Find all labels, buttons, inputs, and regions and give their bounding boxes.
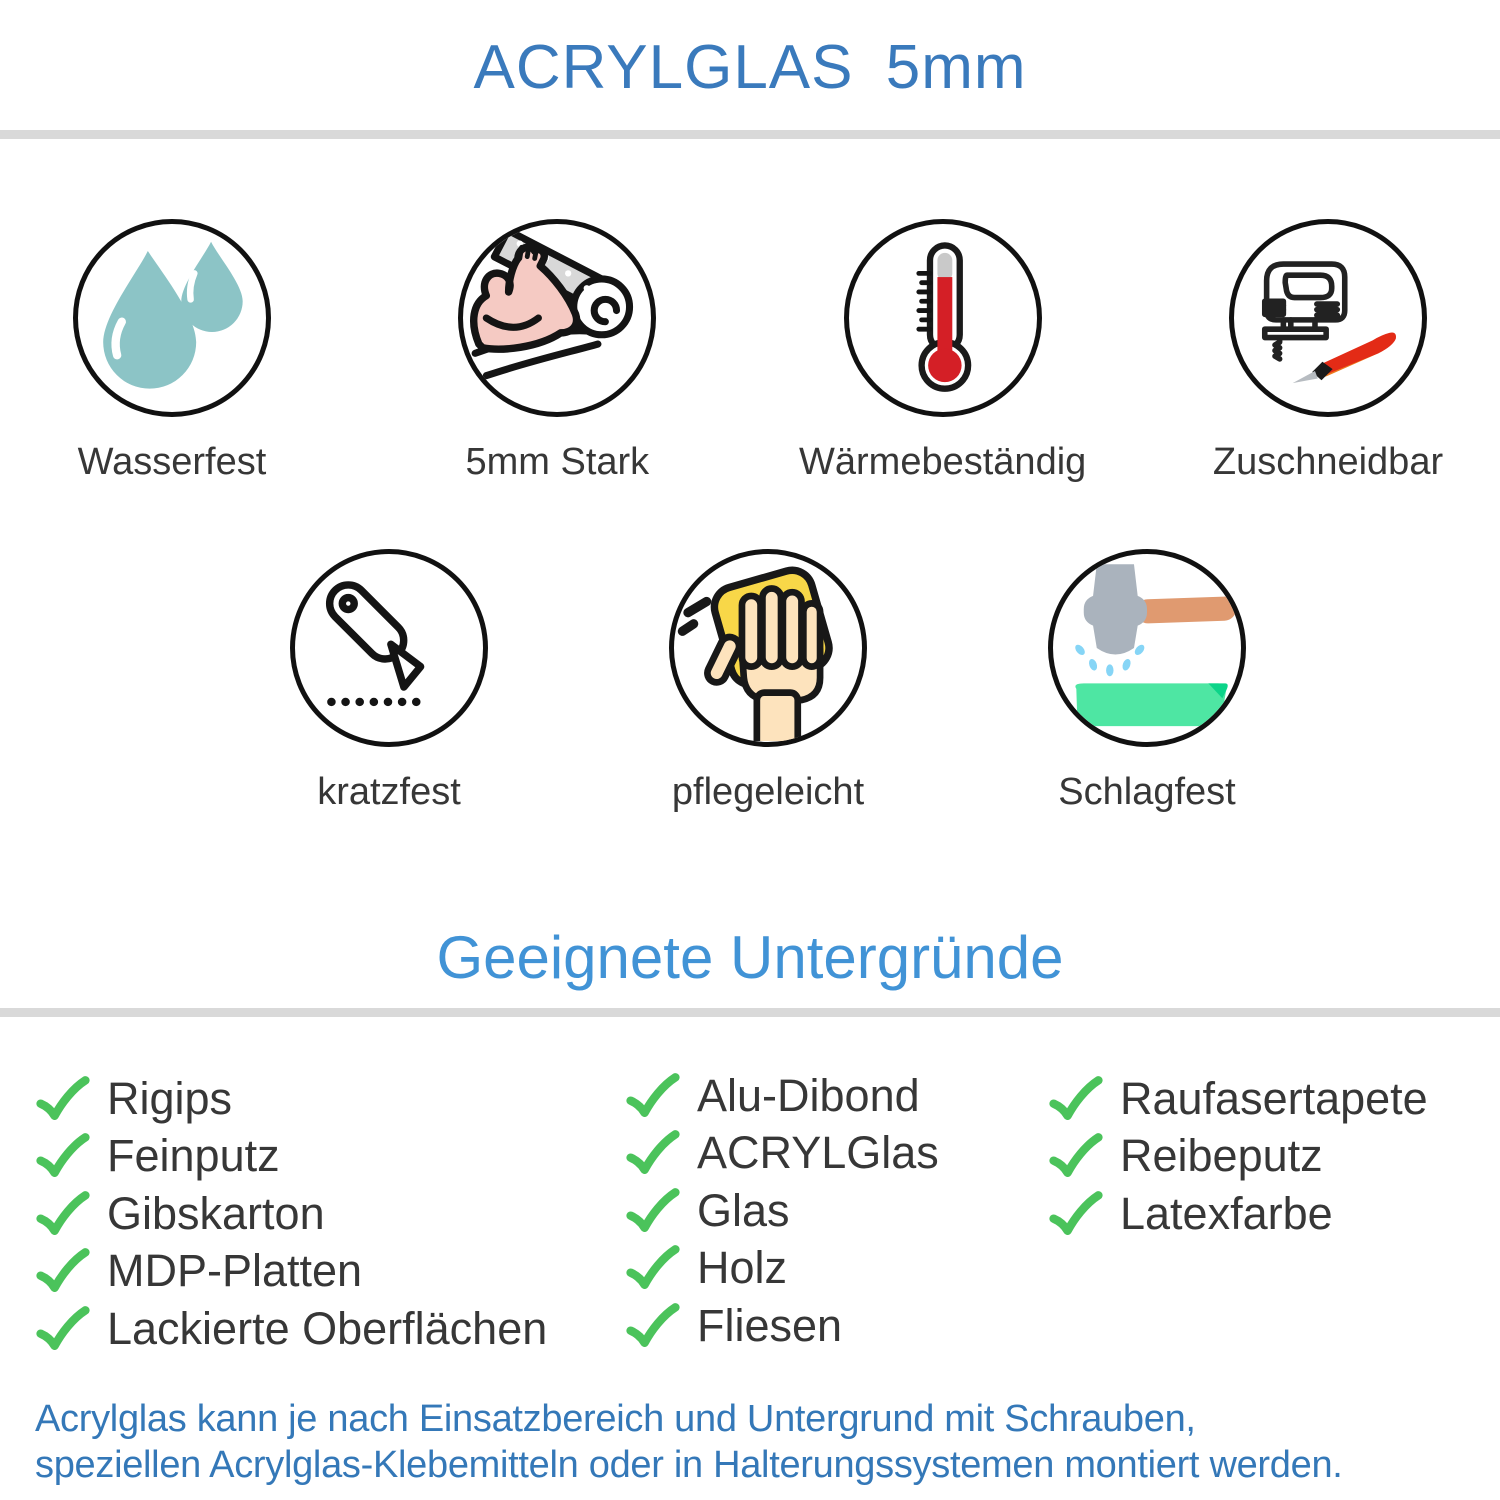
feature-circle [1048, 549, 1246, 747]
list-item: Lackierte Oberflächen [35, 1300, 547, 1358]
feature-pflegeleicht [668, 549, 868, 814]
features-row-1 [0, 219, 1500, 484]
footer-line-2: speziellen Acrylglas-Klebemitteln oder in Halterungssystemen montiert werden. [35, 1444, 1343, 1486]
section-title: Geeignete Untergründe [436, 924, 1064, 991]
divider-top [0, 130, 1500, 139]
jigsaw-icon [1235, 225, 1421, 411]
feature-wasserfest [72, 219, 272, 484]
list-item: Alu-Dibond [625, 1067, 939, 1125]
check-icon [625, 1186, 681, 1236]
check-icon [1048, 1131, 1104, 1181]
feature-kratzfest [289, 549, 489, 814]
feature-circle [73, 219, 271, 417]
feature-circle [844, 219, 1042, 417]
check-icon [625, 1128, 681, 1178]
check-icon [1048, 1074, 1104, 1124]
cleaning-hand-icon [675, 555, 861, 741]
feature-zuschneidbar [1212, 219, 1444, 484]
check-icon [35, 1131, 91, 1181]
footer-line-1: Acrylglas kann je nach Einsatzbereich und Untergrund mit Schrauben, [35, 1398, 1196, 1440]
substrate-column-2 [625, 1067, 939, 1355]
features-row-2 [0, 549, 1500, 814]
list-item: Raufasertapete [1048, 1070, 1428, 1128]
utility-knife-icon [296, 555, 482, 741]
check-icon [35, 1246, 91, 1296]
check-icon [35, 1304, 91, 1354]
list-item: Rigips [35, 1070, 547, 1128]
check-icon [625, 1243, 681, 1293]
flexed-arm-icon [464, 225, 650, 411]
list-item: Holz [625, 1240, 939, 1298]
feature-label: Schlagfest [1058, 771, 1236, 813]
check-icon [35, 1074, 91, 1124]
feature-label: pflegeleicht [671, 771, 865, 813]
feature-circle [669, 549, 867, 747]
feature-circle [1229, 219, 1427, 417]
substrate-column-1 [35, 1070, 547, 1358]
feature-label: kratzfest [317, 771, 461, 813]
water-drops-icon [79, 225, 265, 411]
thermometer-icon [850, 225, 1036, 411]
list-item: Feinputz [35, 1128, 547, 1186]
check-icon [625, 1301, 681, 1351]
check-icon [1048, 1189, 1104, 1239]
divider-middle [0, 1008, 1500, 1017]
check-icon [35, 1189, 91, 1239]
feature-label: Wasserfest [77, 441, 267, 483]
feature-label: Zuschneidbar [1212, 441, 1444, 483]
list-item: MDP-Platten [35, 1243, 547, 1301]
feature-circle [290, 549, 488, 747]
hammer-icon [1054, 555, 1240, 741]
list-item: Fliesen [625, 1297, 939, 1355]
list-item: Latexfarbe [1048, 1185, 1428, 1243]
feature-waermebestaendig [799, 219, 1087, 484]
feature-label: 5mm Stark [465, 441, 650, 483]
feature-circle [458, 219, 656, 417]
page-title: ACRYLGLAS 5mm [473, 33, 1027, 102]
check-icon [625, 1071, 681, 1121]
list-item: ACRYLGlas [625, 1125, 939, 1183]
footer-note [35, 1396, 1343, 1488]
feature-label: Wärmebeständig [799, 441, 1087, 483]
list-item: Reibeputz [1048, 1128, 1428, 1186]
substrate-column-3 [1048, 1070, 1428, 1243]
feature-schlagfest [1047, 549, 1247, 814]
list-item: Glas [625, 1182, 939, 1240]
list-item: Gibskarton [35, 1185, 547, 1243]
feature-5mm-stark [457, 219, 657, 484]
